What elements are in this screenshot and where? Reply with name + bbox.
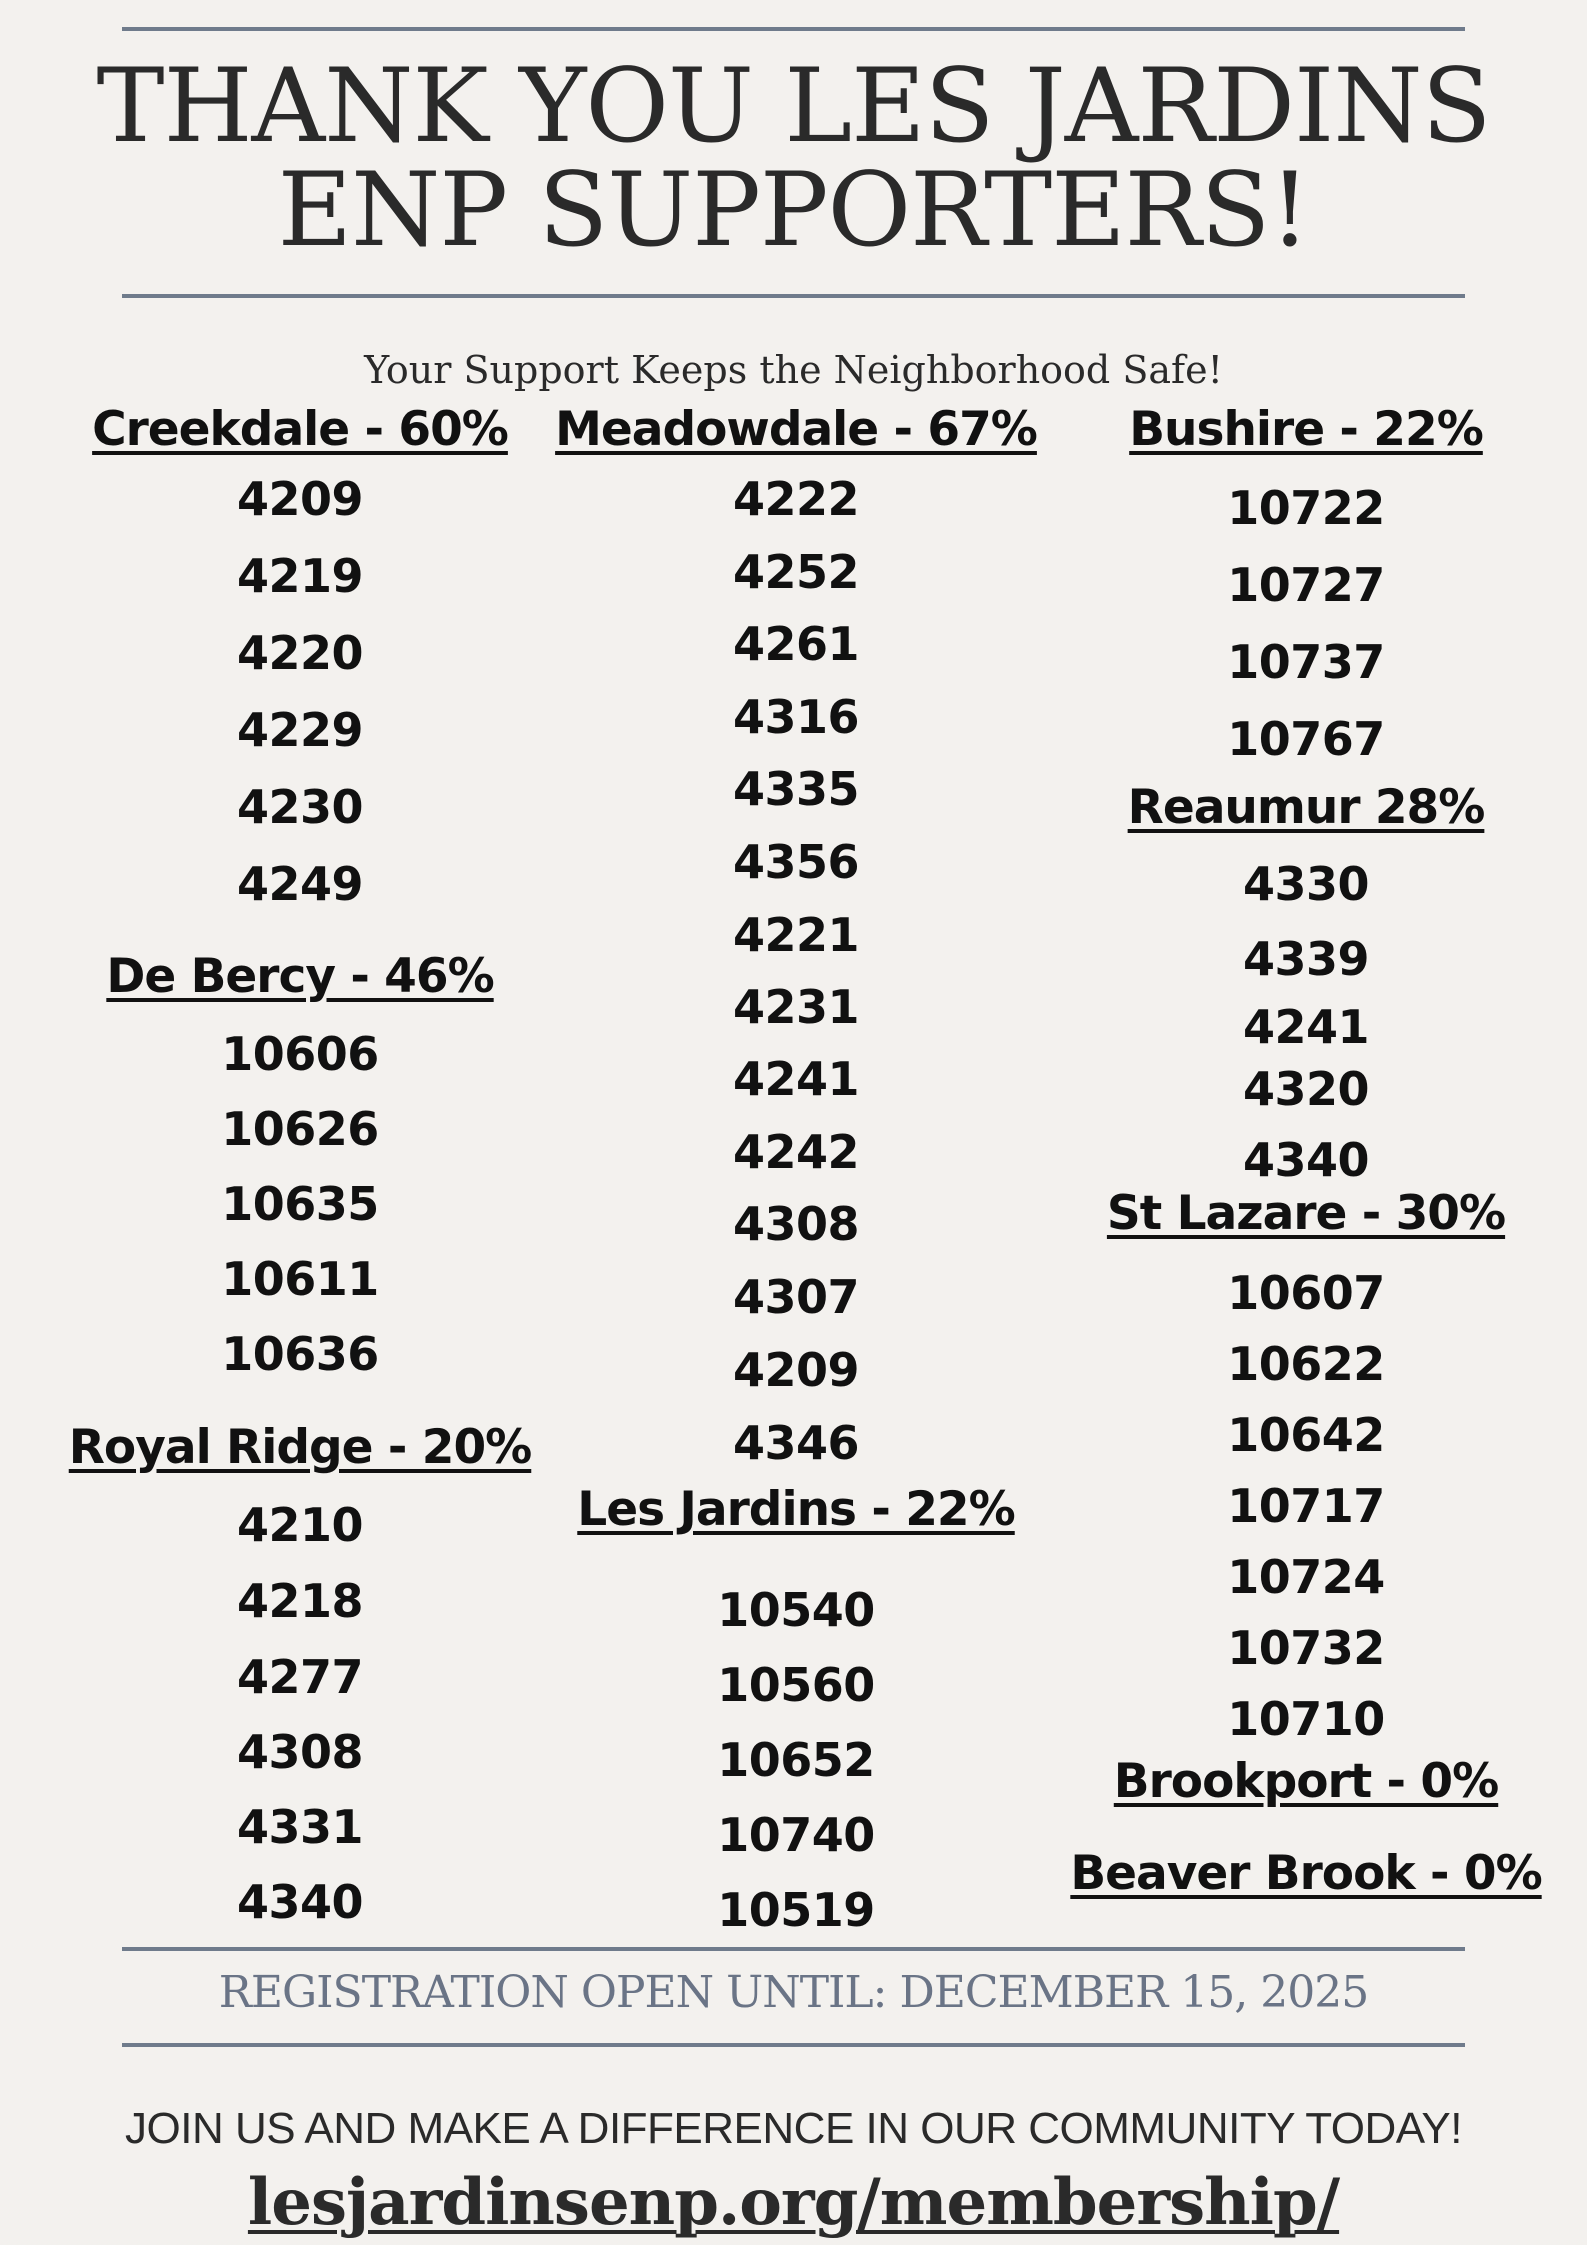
address-number: 10717 (1227, 1479, 1385, 1533)
address-number: 4335 (732, 762, 860, 816)
address-number: 4222 (732, 472, 860, 526)
footer-divider-bottom (122, 2043, 1465, 2047)
address-number: 10611 (221, 1252, 379, 1306)
address-number: 4330 (1242, 857, 1370, 911)
subtitle: Your Support Keeps the Neighborhood Safe! (364, 348, 1223, 392)
address-number: 4340 (1242, 1133, 1370, 1187)
address-number: 10606 (221, 1027, 379, 1081)
address-number: 10732 (1227, 1621, 1385, 1675)
address-number: 4316 (732, 690, 860, 744)
group-heading-de-bercy: De Bercy - 46% (106, 949, 494, 1004)
address-number: 4331 (236, 1800, 364, 1854)
address-number: 4242 (732, 1125, 860, 1179)
address-number: 4219 (236, 549, 364, 603)
registration-deadline: REGISTRATION OPEN UNTIL: DECEMBER 15, 2025 (218, 1967, 1369, 2018)
address-number: 4320 (1242, 1062, 1370, 1116)
address-number: 4220 (236, 626, 364, 680)
title-line-2: ENP SUPPORTERS! (277, 151, 1310, 270)
address-number: 10642 (1227, 1408, 1385, 1462)
address-number: 10740 (717, 1808, 875, 1862)
address-number: 4209 (732, 1343, 860, 1397)
address-number: 4210 (236, 1498, 364, 1552)
group-heading-reaumur: Reaumur 28% (1127, 780, 1485, 835)
address-number: 4221 (732, 908, 860, 962)
address-number: 10737 (1227, 635, 1385, 689)
title-line-1: THANK YOU LES JARDINS (96, 47, 1491, 166)
address-number: 10607 (1227, 1266, 1385, 1320)
address-number: 4308 (732, 1197, 860, 1251)
address-number: 10635 (221, 1177, 379, 1231)
group-heading-beaver-brook: Beaver Brook - 0% (1070, 1846, 1542, 1901)
address-number: 10560 (717, 1658, 875, 1712)
address-number: 4252 (732, 545, 860, 599)
address-number: 10724 (1227, 1550, 1385, 1604)
group-heading-les-jardins: Les Jardins - 22% (577, 1482, 1015, 1537)
address-number: 4249 (236, 857, 364, 911)
group-heading-st-lazare: St Lazare - 30% (1106, 1186, 1506, 1241)
address-number: 10636 (221, 1327, 379, 1381)
address-number: 4209 (236, 472, 364, 526)
call-to-action: JOIN US AND MAKE A DIFFERENCE IN OUR COMMUNITY TODAY! (125, 2104, 1462, 2153)
group-heading-creekdale: Creekdale - 60% (92, 402, 508, 457)
address-number: 10540 (717, 1583, 875, 1637)
title-divider (122, 294, 1465, 298)
address-number: 4218 (236, 1574, 364, 1628)
address-number: 10622 (1227, 1337, 1385, 1391)
address-number: 10710 (1227, 1692, 1385, 1746)
address-number: 4339 (1242, 932, 1370, 986)
address-number: 10767 (1227, 712, 1385, 766)
address-number: 4241 (732, 1052, 860, 1106)
address-number: 4261 (732, 617, 860, 671)
address-number: 4229 (236, 703, 364, 757)
page-title (0, 47, 1587, 270)
address-number: 4356 (732, 835, 860, 889)
address-number: 4277 (236, 1650, 364, 1704)
address-number: 4307 (732, 1270, 860, 1324)
address-number: 10722 (1227, 481, 1385, 535)
address-number: 10519 (717, 1883, 875, 1937)
group-heading-bushire: Bushire - 22% (1129, 402, 1483, 457)
top-divider (122, 27, 1465, 31)
address-number: 4241 (1242, 1000, 1370, 1054)
address-number: 10626 (221, 1102, 379, 1156)
address-number: 10652 (717, 1733, 875, 1787)
address-number: 4230 (236, 780, 364, 834)
address-number: 4308 (236, 1725, 364, 1779)
membership-link[interactable]: lesjardinsenp.org/membership/ (247, 2165, 1340, 2240)
address-number: 4346 (732, 1416, 860, 1470)
footer-divider-top (122, 1947, 1465, 1951)
group-heading-brookport: Brookport - 0% (1113, 1754, 1499, 1809)
group-heading-royal-ridge: Royal Ridge - 20% (68, 1420, 532, 1475)
address-number: 4231 (732, 980, 860, 1034)
address-number: 4340 (236, 1875, 364, 1929)
address-number: 10727 (1227, 558, 1385, 612)
group-heading-meadowdale: Meadowdale - 67% (555, 402, 1037, 457)
